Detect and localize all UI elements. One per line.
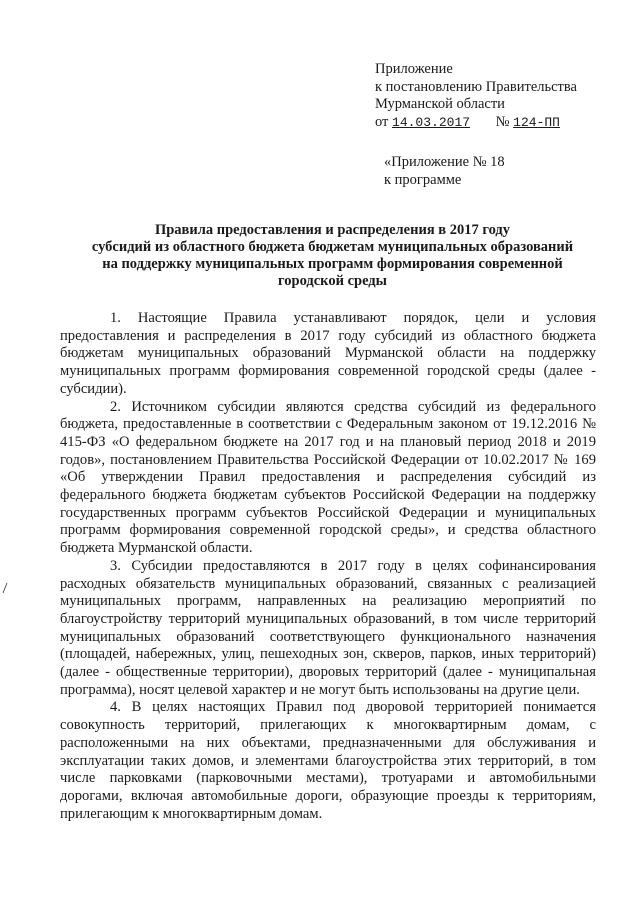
title-line-1: Правила предоставления и распределения в 2017 году	[154, 222, 511, 238]
appendix-line-program: к программе	[384, 171, 462, 188]
title-line-3: на поддержку муниципальных программ формирования современной	[102, 256, 563, 272]
resolution-date: 14.03.2017	[392, 114, 471, 130]
header-line-appendix: Приложение	[375, 61, 453, 77]
margin-pen-mark	[2, 582, 8, 594]
approval-header	[375, 61, 625, 131]
appendix-reference	[384, 154, 505, 189]
appendix-line-number: «Приложение № 18	[384, 154, 505, 170]
paragraph-2: 2. Источником субсидии являются средства субсидий из федерального бюджета, предоставленные в соответствии с Федеральным законом от 19.12.2016 № 415-ФЗ «О федеральном бюджете на 2017 год и на плановый период 2018 и 2019 годов», постановлением Правительства Российской Федерации от 10.02.2017 № 169 «Об утверждении Правил предоставления и распределения субсидий из федерального бюджета бюджетам субъектов Российской Федерации на поддержку государственных программ субъектов Российской Федерации и муниципальных программ формирования современной городской среды», и средства областного бюджета Мурманской области.	[60, 398, 596, 557]
paragraph-3: 3. Субсидии предоставляются в 2017 году в целях софинансирования расходных обязательств муниципальных образований, связанных с реализацией муниципальных программ, направленных на реализацию мероприятий по благоустройству территорий муниципальных образований, в том числе территорий муниципальных образований соответствующего функционального назначения (площадей, набережных, улиц, пешеходных зон, скверов, парков, иных территорий) (далее - общественные территории), дворовых территорий (далее - муниципальная программа), носят целевой характер и не могут быть использованы на другие цели.	[60, 557, 596, 698]
resolution-number: 124-ПП	[513, 114, 560, 130]
document-body	[60, 310, 596, 823]
from-label: от	[375, 113, 389, 130]
paragraph-1: 1. Настоящие Правила устанавливают порядок, цели и условия предоставления и распределения в 2017 году субсидий из областного бюджета бюджетам муниципальных образований Мурманской области на поддержку муниципальных программ формирования современной городской среды (далее - субсидии).	[60, 310, 596, 397]
header-line-resolution: к постановлению Правительства	[375, 78, 577, 95]
number-label: №	[495, 113, 510, 130]
title-line-4: городской среды	[278, 273, 387, 289]
paragraph-4: 4. В целях настоящих Правил под дворовой территорией понимается совокупность территорий, прилегающих к многоквартирным домам, с расположенными на них объектами, предназначенными для обслуживания и эксплуатации таких домов, и элементами благоустройства этих территорий, в том числе парковками (парковочными местами), тротуарами и автомобильными дорогами, включая автомобильные дороги, образующие проезды к территориям, прилегающим к многоквартирным домам.	[60, 699, 596, 822]
header-date-number-line	[375, 114, 625, 132]
header-line-region: Мурманской области	[375, 96, 505, 113]
title-line-2: субсидий из областного бюджета бюджетам муниципальных образований	[91, 239, 574, 255]
document-title	[60, 222, 605, 290]
